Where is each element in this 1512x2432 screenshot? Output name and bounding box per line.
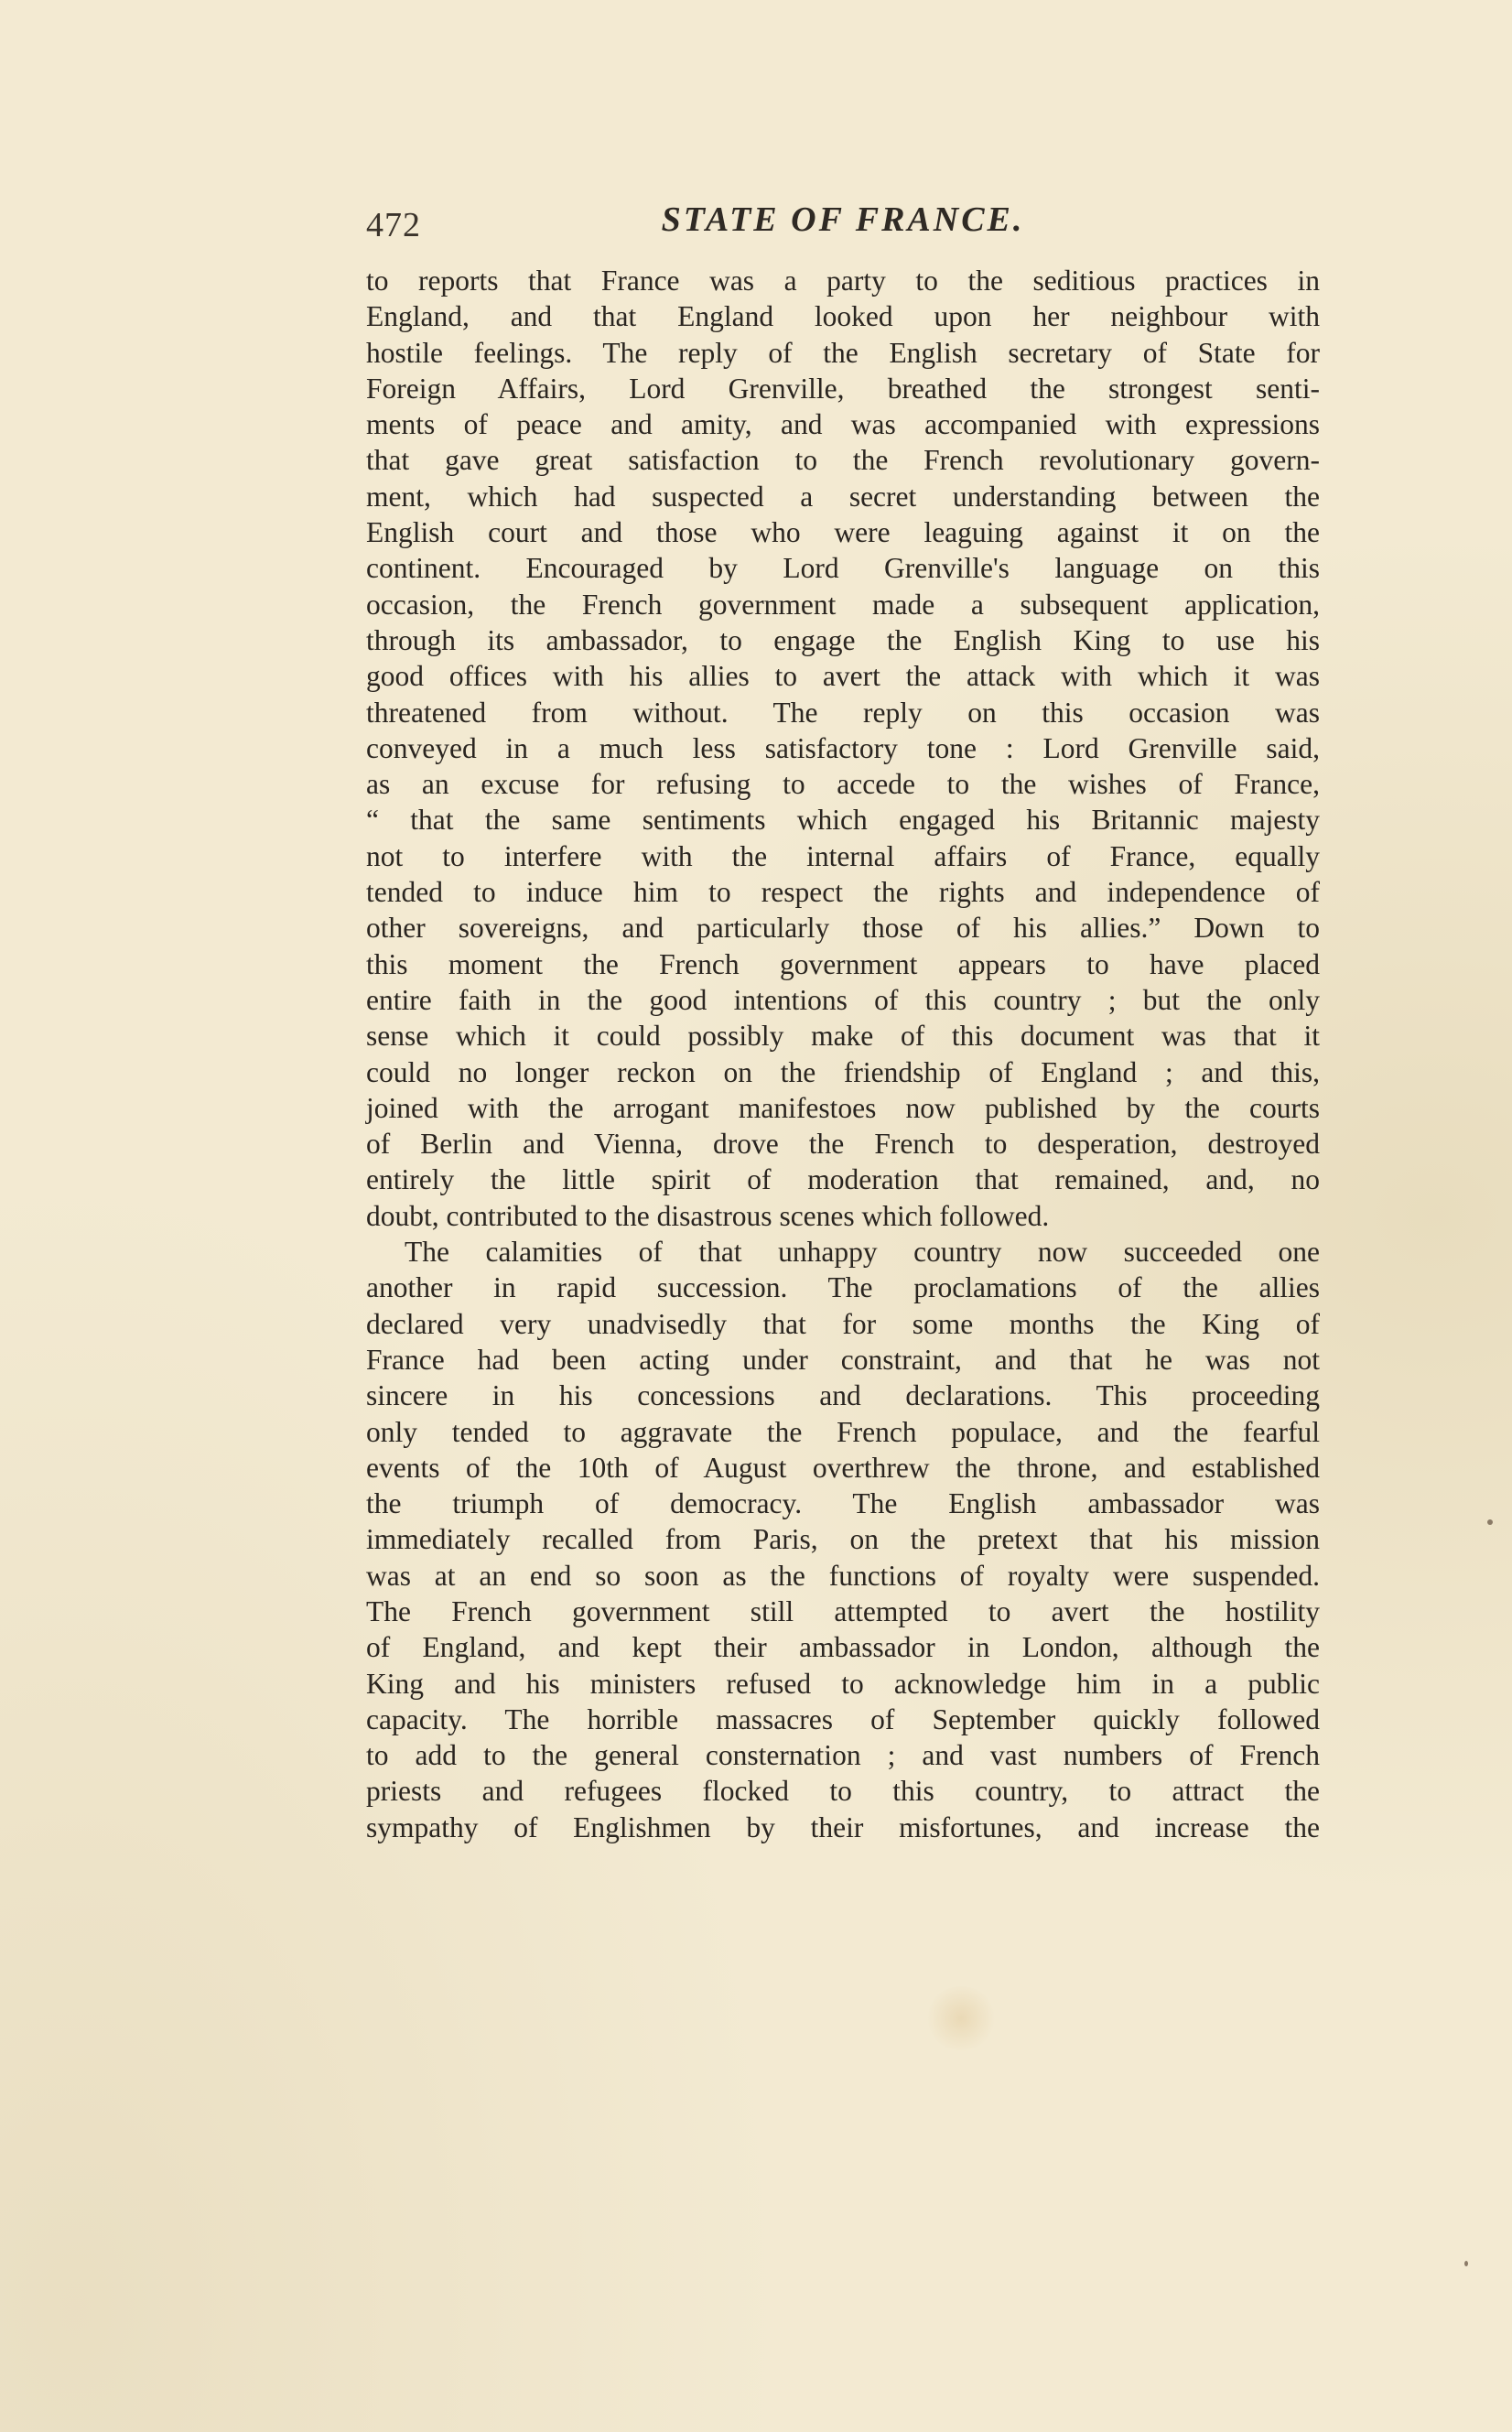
text-line: France had been acting under constraint, and that he was not: [366, 1343, 1320, 1376]
text-line: capacity. The horrible massacres of September quickly followed: [366, 1702, 1320, 1735]
text-line: to reports that France was a party to the seditious practices in: [366, 265, 1320, 297]
paragraph-2: [366, 1234, 1320, 1845]
text-line: doubt, contributed to the disastrous scenes which followed.: [366, 1199, 1050, 1232]
text-line: was at an end so soon as the functions of royalty were suspended.: [366, 1559, 1320, 1592]
text-line: sense which it could possibly make of this document was that it: [366, 1020, 1320, 1053]
text-line: England, and that England looked upon her neighbour with: [366, 300, 1320, 333]
text-line: of England, and kept their ambassador in London, although the: [366, 1631, 1320, 1664]
text-line: tended to induce him to respect the rights and independence of: [366, 876, 1320, 909]
text-line: The calamities of that unhappy country now succeeded one: [405, 1236, 1320, 1269]
text-line: ments of peace and amity, and was accompanied with expressions: [366, 408, 1320, 441]
text-line: entire faith in the good intentions of this country ; but the only: [366, 983, 1320, 1016]
text-line: other sovereigns, and particularly those of his allies.” Down to: [366, 912, 1320, 945]
text-line: of Berlin and Vienna, drove the French to desperation, destroyed: [366, 1128, 1320, 1161]
text-line: as an excuse for refusing to accede to the wishes of France,: [366, 768, 1320, 801]
text-line: that gave great satisfaction to the French revolutionary govern-: [366, 444, 1320, 477]
text-line: only tended to aggravate the French populace, and the fearful: [366, 1415, 1320, 1448]
text-line: priests and refugees flocked to this country, to attract the: [366, 1775, 1320, 1808]
text-line: Foreign Affairs, Lord Grenville, breathed the strongest senti-: [366, 372, 1320, 405]
text-line: joined with the arrogant manifestoes now published by the courts: [366, 1091, 1320, 1124]
text-line: declared very unadvisedly that for some months the King of: [366, 1307, 1320, 1340]
body-text: [366, 263, 1320, 1845]
text-line: ment, which had suspected a secret understanding between the: [366, 480, 1320, 513]
text-line: English court and those who were leaguing against it on the: [366, 516, 1320, 549]
text-line: could no longer reckon on the friendship of England ; and this,: [366, 1055, 1320, 1088]
text-line: immediately recalled from Paris, on the pretext that his mission: [366, 1523, 1320, 1556]
text-line: good offices with his allies to avert the attack with which it was: [366, 660, 1320, 693]
text-line: continent. Encouraged by Lord Grenville's language on this: [366, 552, 1320, 585]
text-line: another in rapid succession. The proclamations of the allies: [366, 1271, 1320, 1304]
text-line: occasion, the French government made a subsequent application,: [366, 588, 1320, 621]
text-line: events of the 10th of August overthrew the throne, and established: [366, 1451, 1320, 1484]
text-line: sympathy of Englishmen by their misfortunes, and increase the: [366, 1810, 1320, 1843]
text-line: hostile feelings. The reply of the English secretary of State for: [366, 336, 1320, 369]
paper-speck: [1487, 1519, 1493, 1525]
text-line: King and his ministers refused to acknowledge him in a public: [366, 1667, 1320, 1700]
page-header: [366, 200, 1320, 242]
text-line: to add to the general consternation ; and vast numbers of French: [366, 1739, 1320, 1772]
paper-speck: [1464, 2261, 1468, 2266]
text-line: not to interfere with the internal affairs of France, equally: [366, 839, 1320, 872]
paper-stain: [924, 1986, 998, 2050]
running-head: STATE OF FRANCE.: [661, 200, 1025, 239]
text-line: conveyed in a much less satisfactory tone : Lord Grenville said,: [366, 731, 1320, 764]
text-line: threatened from without. The reply on this occasion was: [366, 696, 1320, 729]
text-line: through its ambassador, to engage the English King to use his: [366, 623, 1320, 656]
text-line: sincere in his concessions and declarations. This proceeding: [366, 1379, 1320, 1412]
text-line: “ that the same sentiments which engaged his Britannic majesty: [366, 804, 1320, 837]
text-line: this moment the French government appears to have placed: [366, 947, 1320, 980]
text-line: entirely the little spirit of moderation that remained, and, no: [366, 1163, 1320, 1196]
paragraph-1: [366, 263, 1320, 1234]
text-line: The French government still attempted to avert the hostility: [366, 1594, 1320, 1627]
page-number: 472: [366, 206, 421, 244]
text-line: the triumph of democracy. The English ambassador was: [366, 1487, 1320, 1520]
